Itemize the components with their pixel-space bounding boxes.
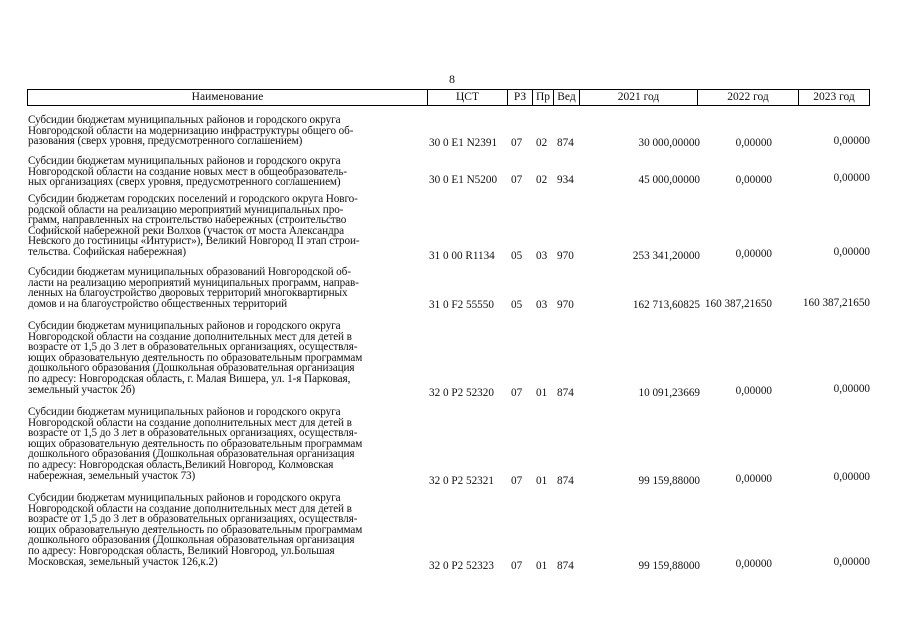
- row-rz: 05: [511, 250, 523, 262]
- row-name: Субсидии бюджетам муниципальных районов и городского округа Новгородской области на создание дополнительных мест для детей в возрасте от 1,5 до 3 лет в образовательных организациях, осуществля- ющих образовательную деятельность по образовательным программам дошкольного образования (Дошкольная образовательная организация по адресу: Новгородская область,Великий Новгород, Колмовская набережная, земельный участок 73): [28, 406, 363, 482]
- row-2022: 0,00000: [735, 248, 772, 260]
- row-2023: 0,00000: [833, 556, 870, 568]
- row-pr: 03: [536, 299, 548, 311]
- row-2021: 99 159,88000: [638, 560, 700, 572]
- header-cst: ЦСТ: [428, 90, 508, 105]
- header-ved: Вед: [554, 90, 580, 105]
- row-rz: 07: [511, 137, 523, 149]
- row-2021: 30 000,00000: [638, 137, 700, 149]
- header-pr: Пр: [533, 90, 554, 105]
- row-pr: 02: [536, 137, 548, 149]
- row-name: Субсидии бюджетам муниципальных районов и городского округа Новгородской области на модернизацию инфраструктуры общего об- разования (сверх уровня, предусмотренного соглашением): [28, 114, 354, 148]
- row-ved: 874: [557, 475, 574, 487]
- row-2023: 0,00000: [833, 172, 870, 184]
- row-ved: 934: [557, 174, 574, 186]
- row-2022: 0,00000: [735, 174, 772, 186]
- row-2021: 253 341,20000: [632, 250, 700, 262]
- row-name: Субсидии бюджетам муниципальных районов и городского округа Новгородской области на создание дополнительных мест для детей в возрасте от 1,5 до 3 лет в образовательных организациях, осуществля- ющих образовательную деятельность по образовательным программам дошкольного образования (Дошкольная образовательная организация по адресу: Новгородская область, Великий Новгород, ул.Большая Московская, земельный участок 126,к.2): [28, 492, 363, 568]
- row-2023: 0,00000: [833, 383, 870, 395]
- header-rz: РЗ: [508, 90, 533, 105]
- row-name: Субсидии бюджетам муниципальных районов и городского округа Новгородской области на создание дополнительных мест для детей в возрасте от 1,5 до 3 лет в образовательных организациях, осуществля- ющих образовательную деятельность по образовательным программам дошкольного образования (Дошкольная образовательная организация по адресу: Новгородская область, г. Малая Вишера, ул. 1-я Парковая, земельный участок 2б): [28, 320, 363, 396]
- row-pr: 01: [536, 560, 548, 572]
- row-2023: 160 387,21650: [802, 297, 870, 309]
- row-2021: 45 000,00000: [638, 174, 700, 186]
- row-2023: 0,00000: [833, 135, 870, 147]
- row-cst: 30 0 E1 N5200: [429, 174, 498, 186]
- row-name: Субсидии бюджетам городских поселений и городского округа Новго- родской области на реализацию мероприятий муниципальных про- грамм, направленных на строительство набережных (строительство Софийской набережной реки Волхов (участок от моста Александра Невского до гостиницы «Интурист»), Великий Новгород II этап строи- тельства. Софийская набережная): [28, 193, 360, 258]
- row-cst: 31 0 00 R1134: [429, 250, 495, 262]
- row-2023: 0,00000: [833, 246, 870, 258]
- row-rz: 07: [511, 387, 523, 399]
- page-number: 8: [449, 72, 455, 86]
- row-pr: 01: [536, 475, 548, 487]
- row-2022: 160 387,21650: [704, 298, 772, 310]
- header-2021: 2021 год: [580, 90, 698, 105]
- row-cst: 32 0 P2 52321: [429, 475, 494, 487]
- row-cst: 31 0 F2 55550: [429, 299, 494, 311]
- row-rz: 05: [511, 299, 523, 311]
- row-ved: 970: [557, 299, 574, 311]
- row-rz: 07: [511, 560, 523, 572]
- header-name: Наименование: [28, 90, 428, 105]
- row-pr: 03: [536, 250, 548, 262]
- row-cst: 30 0 E1 N2391: [429, 137, 498, 149]
- row-2021: 99 159,88000: [638, 475, 700, 487]
- row-cst: 32 0 P2 52323: [429, 560, 494, 572]
- row-pr: 02: [536, 174, 548, 186]
- row-2022: 0,00000: [735, 137, 772, 149]
- header-2022: 2022 год: [698, 90, 799, 105]
- row-2021: 162 713,60825: [632, 299, 700, 311]
- row-name: Субсидии бюджетам муниципальных образований Новгородской об- ласти на реализацию мероприятий муниципальных программ, направ- ленных на благоустройство дворовых территорий многоквартирных домов и на благоустройство общественных территорий: [28, 266, 359, 310]
- header-2023: 2023 год: [813, 91, 855, 103]
- row-2022: 0,00000: [735, 385, 772, 397]
- row-ved: 874: [557, 387, 574, 399]
- row-name: Субсидии бюджетам муниципальных районов и городского округа Новгородской области на создание новых мест в общеобразователь- ных организациях (сверх уровня, предусмотренного соглашением): [28, 155, 347, 189]
- row-2023: 0,00000: [833, 471, 870, 483]
- row-2022: 0,00000: [735, 473, 772, 485]
- row-2021: 10 091,23669: [638, 387, 700, 399]
- row-rz: 07: [511, 174, 523, 186]
- row-ved: 874: [557, 560, 574, 572]
- row-2022: 0,00000: [735, 558, 772, 570]
- row-cst: 32 0 P2 52320: [429, 387, 494, 399]
- table-header: [27, 89, 870, 106]
- row-ved: 970: [557, 250, 574, 262]
- row-rz: 07: [511, 475, 523, 487]
- row-pr: 01: [536, 387, 548, 399]
- row-ved: 874: [557, 137, 574, 149]
